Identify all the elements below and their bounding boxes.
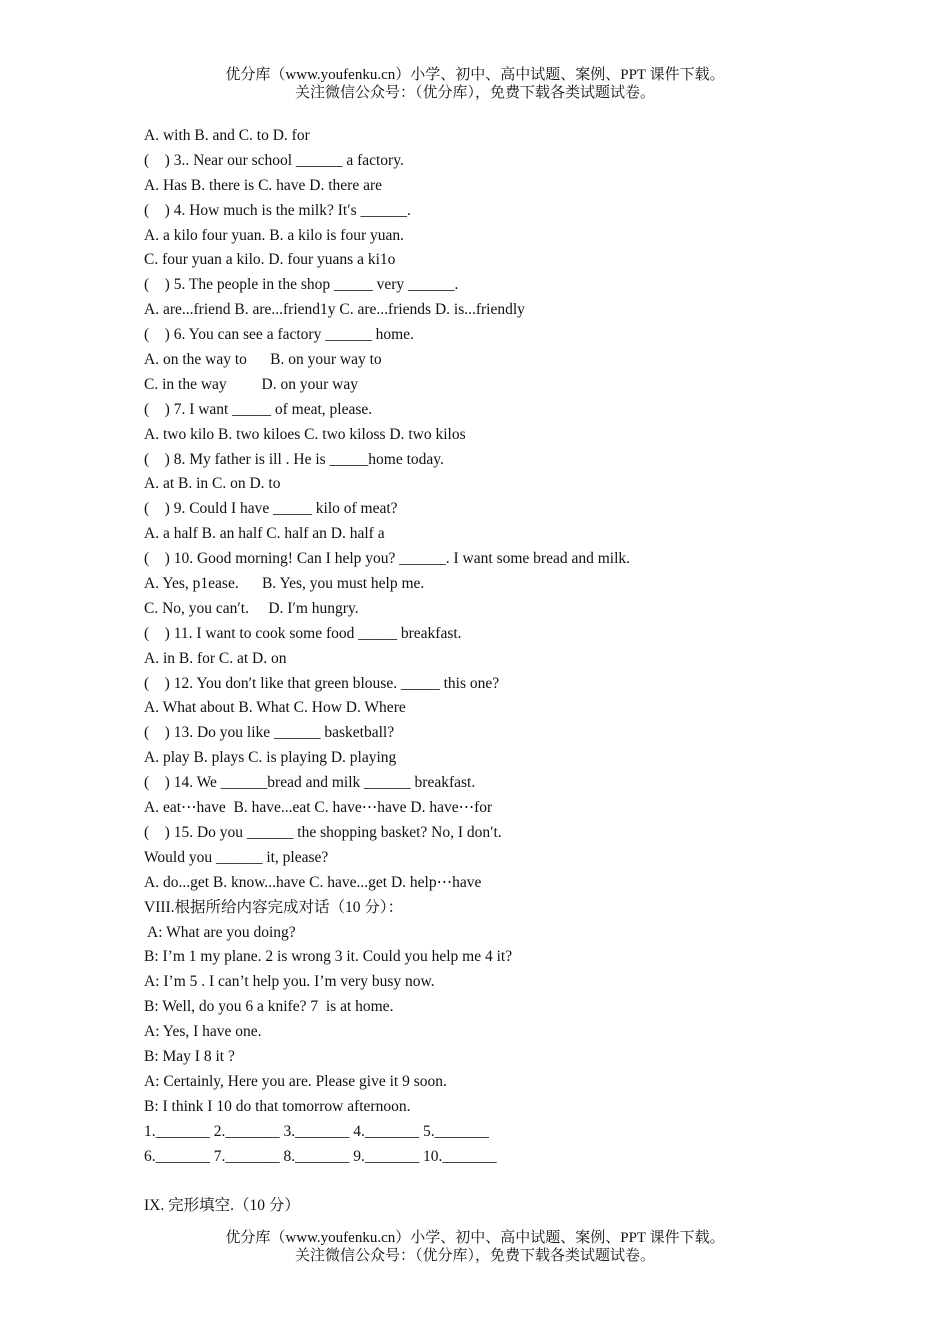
text-line: IX. 完形填空.（10 分）	[144, 1197, 300, 1215]
page-header	[0, 66, 950, 102]
header-line-1: 优分库（www.youfenku.cn）小学、初中、高中试题、案例、PPT 课件下载。	[225, 67, 725, 83]
document-body	[144, 124, 844, 1219]
text-line: A. Has B. there is C. have D. there are	[144, 176, 383, 194]
text-line: ( ) 15. Do you ______ the shopping basket? No, I don′t.	[144, 823, 502, 841]
text-line: A. at B. in C. on D. to	[144, 475, 281, 493]
text-line: ( ) 11. I want to cook some food _____ breakfast.	[144, 624, 462, 642]
text-line: A. eat⋯have B. have...eat C. have⋯have D. have⋯for	[144, 799, 493, 817]
text-line: ( ) 8. My father is ill . He is _____home today.	[144, 450, 444, 468]
text-line: A: Yes, I have one.	[144, 1023, 262, 1041]
text-line: A. a kilo four yuan. B. a kilo is four yuan.	[144, 226, 405, 244]
text-line: ( ) 3.. Near our school ______ a factory.	[144, 151, 404, 169]
text-line: A: Certainly, Here you are. Please give it 9 soon.	[144, 1072, 447, 1090]
text-line: A. two kilo B. two kiloes C. two kiloss D. two kilos	[144, 425, 466, 443]
text-line: ( ) 12. You don′t like that green blouse. _____ this one?	[144, 674, 500, 692]
text-line: C. No, you can′t. D. I′m hungry.	[144, 599, 359, 617]
text-line: 1._______ 2._______ 3._______ 4._______ 5._______	[144, 1122, 489, 1140]
text-line: A. on the way to B. on your way to	[144, 351, 382, 369]
text-line: ( ) 14. We ______bread and milk ______ breakfast.	[144, 774, 476, 792]
text-line: A. a half B. an half C. half an D. half a	[144, 525, 385, 543]
text-line	[144, 1169, 844, 1194]
text-line: ( ) 13. Do you like ______ basketball?	[144, 724, 395, 742]
text-line: A. What about B. What C. How D. Where	[144, 699, 406, 717]
text-line: A. play B. plays C. is playing D. playing	[144, 749, 397, 767]
text-line: C. four yuan a kilo. D. four yuans a ki1o	[144, 251, 396, 269]
footer-line-2: 关注微信公众号：（优分库），免费下载各类试题试卷。	[294, 1248, 655, 1264]
text-line: 6._______ 7._______ 8._______ 9._______ 10._______	[144, 1147, 497, 1165]
footer-line-1: 优分库（www.youfenku.cn）小学、初中、高中试题、案例、PPT 课件下载。	[225, 1230, 725, 1246]
header-line-2: 关注微信公众号：（优分库），免费下载各类试题试卷。	[294, 85, 655, 101]
text-line: A. Yes, p1ease. B. Yes, you must help me.	[144, 575, 425, 593]
text-line: B: I’m 1 my plane. 2 is wrong 3 it. Could you help me 4 it?	[144, 948, 513, 966]
text-line: B: May I 8 it ?	[144, 1047, 235, 1065]
text-line: A. with B. and C. to D. for	[144, 127, 310, 144]
text-line: ( ) 6. You can see a factory ______ home.	[144, 326, 414, 344]
text-line: A: What are you doing?	[144, 923, 296, 941]
text-line: B: Well, do you 6 a knife? 7 is at home.	[144, 998, 394, 1016]
text-line: ( ) 5. The people in the shop _____ very ______.	[144, 276, 459, 294]
text-line: A. do...get B. know...have C. have...get D. help⋯have	[144, 873, 482, 891]
page-footer	[0, 1229, 950, 1265]
text-line: A. are...friend B. are...friend1y C. are...friends D. is...friendly	[144, 301, 525, 319]
text-line: B: I think I 10 do that tomorrow afternoon.	[144, 1097, 411, 1115]
text-line: Would you ______ it, please?	[144, 848, 329, 866]
text-line: VIII.根据所给内容完成对话（10 分）：	[144, 898, 404, 916]
text-line: ( ) 4. How much is the milk? It′s ______.	[144, 201, 411, 219]
text-line: A. in B. for C. at D. on	[144, 649, 287, 667]
text-line: ( ) 7. I want _____ of meat, please.	[144, 400, 373, 418]
text-line: A: I’m 5 . I can’t help you. I’m very busy now.	[144, 973, 435, 991]
text-line: ( ) 9. Could I have _____ kilo of meat?	[144, 500, 398, 518]
text-line: ( ) 10. Good morning! Can I help you? ______. I want some bread and milk.	[144, 550, 631, 568]
text-line: C. in the way D. on your way	[144, 375, 358, 393]
